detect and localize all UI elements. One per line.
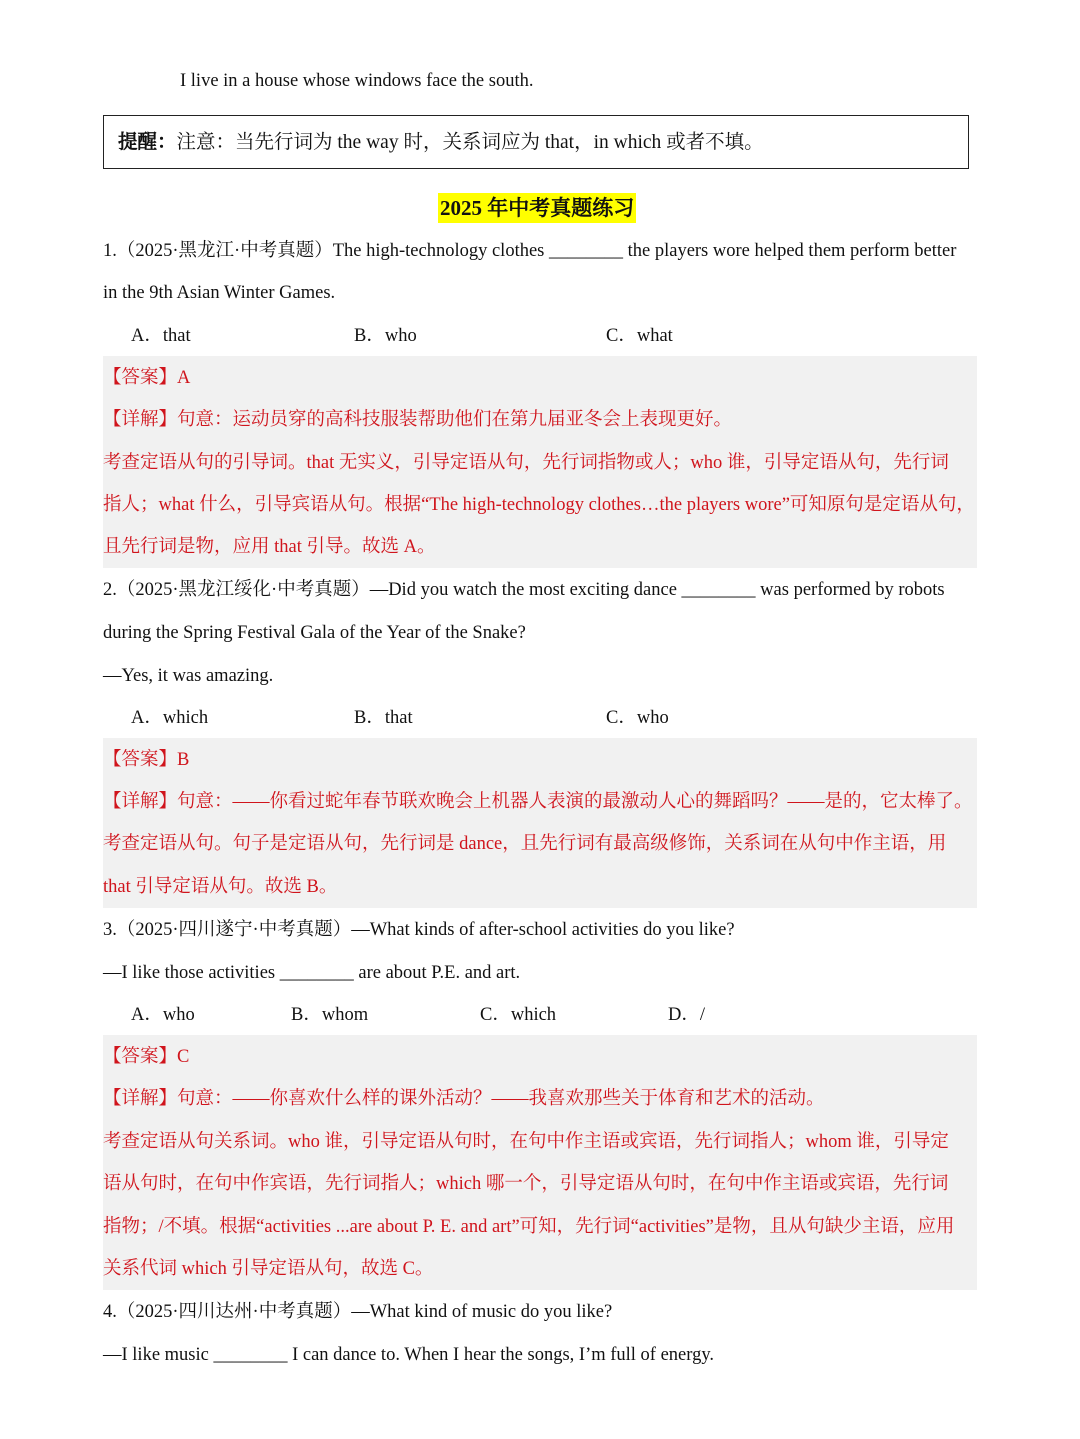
q3-answer-panel [103,1035,977,1290]
q1-option-a: A．that [131,326,191,346]
q2-answer: 【答案】B [103,750,190,770]
q2-stem-line1: 2.（2025·黑龙江绥化·中考真题）—Did you watch the most exciting dance ________ was performed by robots [103,580,945,600]
q1-stem-line1: 1.（2025·黑龙江·中考真题）The high-technology clothes ________ the players wore helped them perform better [103,241,957,261]
reminder-label: 提醒： [118,132,177,153]
q2-option-b: B．that [354,708,413,728]
q3-explain-1: 【详解】句意：——你喜欢什么样的课外活动？——我喜欢那些关于体育和艺术的活动。 [103,1089,825,1109]
q3-explain-5: 关系代词 which 引导定语从句，故选 C。 [103,1259,434,1279]
section-heading: 2025 年中考真题练习 [438,193,636,223]
q1-explain-2: 考查定语从句的引导词。that 无实义，引导定语从句，先行词指物或人；who 谁，引导定语从句，先行词 [103,453,949,473]
reminder-text: 注意：当先行词为 the way 时，关系词应为 that，in which 或者不填。 [176,132,764,153]
q3-option-a: A．who [131,1005,195,1025]
q1-explain-3: 指人；what 什么，引导宾语从句。根据“The high-technology clothes…the players wore”可知原句是定语从句， [103,495,975,515]
q1-answer: 【答案】A [103,368,191,388]
q3-explain-3: 语从句时，在句中作宾语，先行词指人；which 哪一个，引导定语从句时，在句中作主语或宾语，先行词 [103,1174,949,1194]
q1-explain-4: 且先行词是物，应用 that 引导。故选 A。 [103,537,436,557]
reminder-box [103,115,969,169]
q3-option-c: C．which [480,1005,557,1025]
q2-option-c: C．who [606,708,669,728]
q1-option-c: C．what [606,326,673,346]
q3-option-d: D．/ [668,1005,706,1025]
q4-stem-line2: —I like music ________ I can dance to. When I hear the songs, I’m full of energy. [103,1345,715,1365]
example-sentence: I live in a house whose windows face the south. [180,71,534,91]
q3-option-b: B．whom [291,1005,369,1025]
q2-stem-line3: —Yes, it was amazing. [103,666,274,686]
q2-explain-3: that 引导定语从句。故选 B。 [103,877,338,897]
q3-explain-4: 指物；/不填。根据“activities ...are about P. E. and art”可知，先行词“activities”是物，且从句缺少主语，应用 [103,1217,955,1237]
q1-explain-1: 【详解】句意：运动员穿的高科技服装帮助他们在第九届亚冬会上表现更好。 [103,410,733,430]
q3-stem-line2: —I like those activities ________ are about P.E. and art. [103,963,521,983]
q2-stem-line2: during the Spring Festival Gala of the Year of the Snake? [103,623,526,643]
q2-option-a: A．which [131,708,209,728]
q2-explain-1: 【详解】句意：——你看过蛇年春节联欢晚会上机器人表演的最激动人心的舞蹈吗？——是的，它太棒了。 [103,792,973,812]
q1-option-b: B．who [354,326,417,346]
q2-explain-2: 考查定语从句。句子是定语从句，先行词是 dance，且先行词有最高级修饰，关系词在从句中作主语，用 [103,834,947,854]
q1-stem-line2: in the 9th Asian Winter Games. [103,283,336,303]
q3-answer: 【答案】C [103,1047,190,1067]
q4-stem-line1: 4.（2025·四川达州·中考真题）—What kind of music do you like? [103,1302,613,1322]
q3-explain-2: 考查定语从句关系词。who 谁，引导定语从句时，在句中作主语或宾语，先行词指人；whom 谁，引导定 [103,1132,949,1152]
q3-stem-line1: 3.（2025·四川遂宁·中考真题）—What kinds of after-school activities do you like? [103,920,735,940]
